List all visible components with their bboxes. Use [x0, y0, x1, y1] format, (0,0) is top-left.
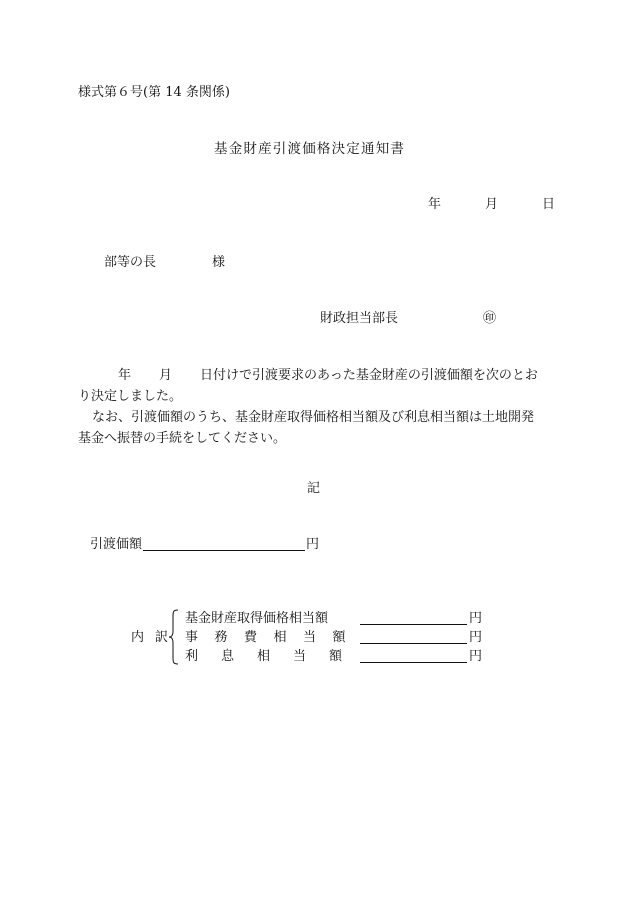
form-number: 様式第６号(第 14 条関係) [78, 85, 230, 100]
ki-label: 記 [307, 481, 321, 496]
breakdown-item-expense-unit: 円 [469, 630, 483, 645]
para1-month: 月 [159, 368, 173, 383]
amount-row [90, 537, 319, 551]
breakdown-item-acquisition-blank [360, 612, 467, 625]
para1-year: 年 [118, 368, 132, 383]
expense-char-3: 費 [244, 630, 258, 645]
expense-char-1: 事 [185, 630, 199, 645]
interest-char-2: 息 [221, 649, 235, 664]
para1-line2: り決定しました。 [78, 389, 183, 404]
interest-char-1: 利 [185, 649, 199, 664]
amount-label: 引渡価額 [90, 537, 143, 552]
seal-mark: ㊞ [483, 311, 497, 326]
para2-line2: 基金へ振替の手続をしてください。 [78, 431, 287, 446]
expense-char-4: 相 [273, 630, 287, 645]
breakdown-item-acquisition-label: 基金財産取得価格相当額 [185, 611, 329, 626]
breakdown-label [131, 631, 168, 644]
breakdown-item-acquisition-unit: 円 [469, 611, 483, 626]
document-title: 基金財産引渡価格決定通知書 [214, 141, 406, 157]
breakdown-item-expense-blank [360, 631, 467, 644]
date-line [428, 198, 555, 211]
expense-char-2: 務 [214, 630, 228, 645]
date-year-label: 年 [428, 197, 442, 212]
sender-name: 財政担当部長 [320, 311, 399, 326]
breakdown-item-interest-blank [360, 650, 467, 663]
amount-unit: 円 [306, 537, 320, 552]
para1-text: 日付けで引渡要求のあった基金財産の引渡価額を次のとお [200, 368, 538, 383]
breakdown-item-expense-label [185, 631, 362, 644]
date-month-label: 月 [485, 197, 499, 212]
para2-line1: なお、引渡価額のうち、基金財産取得価格相当額及び利息相当額は土地開発 [92, 410, 535, 425]
recipient-honorific: 様 [212, 255, 226, 270]
interest-char-4: 当 [293, 649, 307, 664]
breakdown-label-char-1: 内 [131, 630, 145, 645]
body-paragraph-1 [78, 365, 554, 407]
expense-char-5: 当 [303, 630, 317, 645]
breakdown-item-interest-label [185, 650, 343, 663]
recipient-name: 部等の長 [104, 255, 157, 270]
expense-char-6: 額 [332, 630, 346, 645]
interest-char-5: 額 [329, 649, 343, 664]
body-paragraph-2 [78, 407, 554, 449]
breakdown-label-char-2: 訳 [155, 630, 169, 645]
date-day-label: 日 [542, 197, 556, 212]
body-text [78, 365, 554, 449]
interest-char-3: 相 [257, 649, 271, 664]
breakdown-item-interest-unit: 円 [469, 649, 483, 664]
amount-blank-line [143, 537, 305, 551]
brace-icon [168, 609, 180, 665]
